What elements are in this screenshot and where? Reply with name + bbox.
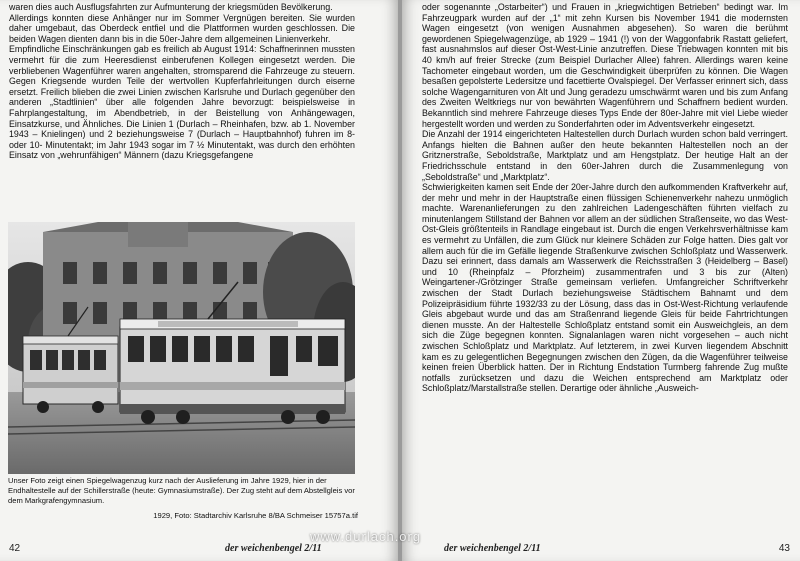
page-number-right: 43 xyxy=(778,543,790,554)
tram-photo-illustration xyxy=(8,222,355,474)
page-number-left: 42 xyxy=(9,543,21,554)
right-page-body-text xyxy=(422,2,788,394)
left-paragraph-2: Allerdings konnten diese Anhänger nur im Sommer Vergnügen bereiten. Sie wurden daher umgebaut, das Oberdeck entfiel und die Plattformen wurden geschlossen. Die beiden Wagen dienten dann bis in die 50er-Jahre dem allgemeinen Linienverkehr. xyxy=(9,12,355,44)
magazine-title-right: der weichenbengel 2/11 xyxy=(444,543,541,554)
photo-credit: 1929, Foto: Stadtarchiv Karlsruhe 8/BA Schmeiser 15757a.tif xyxy=(153,511,358,520)
left-paragraph-3: Empfindliche Einschränkungen gab es freilich ab August 1914: Schaffnerinnen mussten vermehrt für die zum Heeresdienst einberufenen Kollegen eingesetzt werden. Die verbliebenen Wagenführer waren angehalten, stromsparend die Fahrzeuge zu steuern. Gegen Kriegsende wurden Teile der wertvollen Kupferfahrleitungen durch eiserne ersetzt. Freilich blieben die zwei Linien zwischen Karlsruhe und Durlach gegenüber den anderen „Stadtlinien“ über alle folgenden Jahre bevorzugt: beispielsweise in Fahrplangestaltung, im Abendbetrieb, in der Beistellung von Anhängewagen, Einsatzkurse, und Ähnliches. Die Linien 1 (Durlach – Rheinhafen, bzw. ab 1. November 1943 – Knielingen) und 2 beziehungsweise 7 (Durlach – Hauptbahnhof) fuhren im 8- oder 10- Minutentakt; im Jahr 1943 sogar im 7 ½ Minutentakt, was durch den erhöhten Einsatz von „wehrunfähigen“ Männern (dazu Kriegsgefangene xyxy=(9,44,355,161)
left-page xyxy=(0,0,398,561)
right-paragraph-1: oder sogenannte „Ostarbeiter“) und Frauen in „kriegwichtigen Betrieben“ bedingt war. Im Fahrzeugpark wurden auf der „1“ mit zehn Kursen bis November 1941 die modernsten Wagen eingesetzt (von wenigen Ausnahmen abgesehen). So waren die berühmt gewordenen Spiegelwagenzüge, ab 1929 – 1941 (!) von der Waggonfabrik Rastatt geliefert, fast ausnahmslos auf dieser Ost-West-Linie anzutreffen. Diese Triebwagen konnten mit bis 40 km/h auf freier Strecke (zum Beispiel Durlacher Allee) fahren. Allerdings waren keine Tachometer eingebaut worden, um die Geschwindigkeit überprüfen zu können. Die Wagen besaßen gepolsterte Ledersitze und facettierte Ovalspiegel. Der Verfasser erinnert sich, dass solche Wagengarnituren von Alt und Jung geradezu umschwärmt waren und bis zum Anfang des Zweiten Weltkriegs nur von bewährten Wagenführern und Schaffnern bedient wurden. Bekanntlich sind mehrere Fahrzeuge dieses Typs Ende der 80er-Jahre mit viel Liebe wieder hergestellt worden und werden zu Sonderfahrten oder im Adventsverkehr eingesetzt. xyxy=(422,2,788,129)
right-paragraph-3: Schwierigkeiten kamen seit Ende der 20er-Jahre durch den aufkommenden Kraftverkehr auf, der mehr und mehr in der Hauptstraße einen flüssigen Schienenverkehr nahezu unmöglich machte. Warenanlieferungen zu den zahlreichen Ladengeschäften führten vielfach zu minutenlangem Stillstand der Bahnen vor allem an der südlichen Straßenseite, wo das West-Ost-Gleis größtenteils in Randlage eingebaut ist. Durch die engen Verkehrsverhältnisse kam es vermehrt zu Unfällen, die zum Glück nur kleinere Schäden zur Folge hatten. Dies galt vor allem auch für die im Gefälle liegende Straßenkurve zwischen Schloßplatz und Wasserwerk. Dazu sei erinnert, dass damals am Wasserwerk die Reichsstraßen 3 (Heidelberg – Basel) und 10 (Rheinpfalz – Pforzheim) zusammentrafen und 3 bis zur (Alten) Weingartener-/Grötzinger Straße gemeinsam verliefen. Umfangreicher Schriftverkehr zwischen der Stadt Durlach beziehungsweise Städtischem Bahnamt und dem Polizeipräsidium führte 1932/33 zu der Lösung, dass das in Ost-West-Richtung verlaufende Gleis abgebaut wurde und das am Straßenrand liegende Gleis für beide Fahrtrichtungen dienen musste. An der Haltestelle Schloßplatz entstand somit ein Ausweichgleis, an dem sich die Züge begegnen konnten. Signalanlagen waren nicht vorgesehen – auch nicht zwischen Schloßplatz und Marktplatz. Auf letzterem, in zwei Kurven liegendem Abschnitt kam es zu gelegentlichen Begegnungen zwischen den Zügen, da die Wagenführer teilweise keinen freien Überblick hatten. Der in Richtung Endstation Turmberg fahrende Zug mußte notfalls zurücksetzen und dazu die Weichen entsprechend am Marktplatz oder Schloßplatz/Marstallstraße stellen. Derartige oder ähnliche „Ausweich- xyxy=(422,182,788,394)
right-page xyxy=(402,0,800,561)
left-page-body-text xyxy=(9,2,355,161)
tram-photo xyxy=(8,222,355,474)
right-paragraph-2: Die Anzahl der 1914 eingerichteten Haltestellen durch Durlach wurden schon bald verringert. Anfangs hielten die Bahnen außer den heute bekannten Haltestellen noch an der Gritznerstraße, Seboldstraße, Marktplatz und am Hengstplatz. Der heutige Halt an der Friedrichsschule entstand in den 60er-Jahren durch die Zusammenlegung von „Seboldstraße“ und „Marktplatz“. xyxy=(422,129,788,182)
photo-caption: Unser Foto zeigt einen Spiegelwagenzug kurz nach der Auslieferung im Jahre 1929, hier in der Endhaltestelle auf der Schillerstraße (heute: Gymnasiumstraße). Der Zug steht auf dem Abstellgleis vor dem Markgrafengymnasium. xyxy=(8,476,355,505)
site-watermark: www.durlach.org xyxy=(310,529,422,544)
magazine-title-left: der weichenbengel 2/11 xyxy=(225,543,322,554)
left-paragraph-1: waren dies auch Ausflugsfahrten zur Aufmunterung der kriegsmüden Bevölkerung. xyxy=(9,2,333,12)
